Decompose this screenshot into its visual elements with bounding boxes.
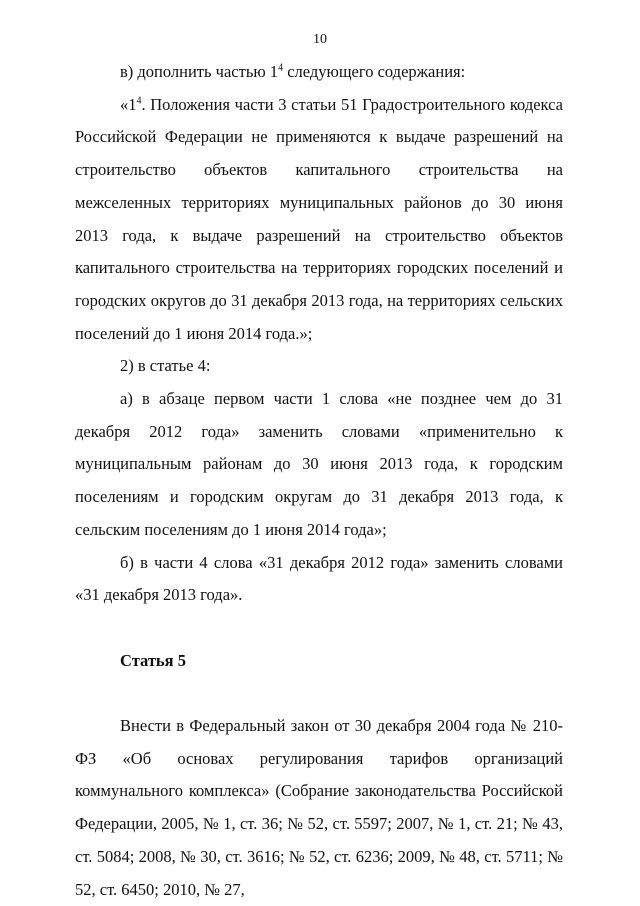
paragraph-article-5-text: Внести в Федеральный закон от 30 декабря 2004 года № 210-ФЗ «Об основах регулирования тарифов организаций коммунального комплекса» (Собрание законодательства Российской Федерации, 2005, № 1, ст. 36; № 52, ст. 5597; 2007, № 1, ст. 21; № 43, ст. 5084; 2008, № 30, ст. 3616; № 52, ст. 6236; 2009, № 48, ст. 5711; № 52, ст. 6450; 2010, № 27, [75, 716, 563, 899]
article-heading: Статья 5 [120, 650, 186, 670]
paragraph-item-a: а) в абзаце первом части 1 слова «не позднее чем до 31 декабря 2012 года» заменить словами «применительно к муниципальным районам до 30 июня 2013 года, к городским поселениям и городским округам до 31 декабря 2013 года, к сельским поселениям до 1 июня 2014 года»; [75, 389, 563, 539]
page-number: 10 [313, 32, 327, 47]
paragraph-text: следующего содержания: [283, 62, 466, 81]
paragraph-text: . Положения части 3 статьи 51 Градостроительного кодекса Российской Федерации не применяются к выдаче разрешений на строительство объектов капитального строительства на межселенных территориях муниципальных районов до 30 июня 2013 года, к выдаче разрешений на строительство объектов капитального строительства на территориях городских поселений и городских округов до 31 декабря 2013 года, на территориях сельских поселений до 1 июня 2014 года.»; [75, 94, 563, 343]
superscript: 4 [136, 95, 142, 107]
paragraph-text: в) дополнить частью 1 [120, 62, 279, 81]
paragraph-amendment-intro [75, 56, 563, 89]
document-body [75, 56, 563, 906]
paragraph-article-4: 2) в статье 4: [120, 356, 211, 376]
paragraph-text: «1 [120, 94, 137, 114]
paragraph-amendment-text [75, 89, 563, 351]
superscript: 4 [278, 62, 284, 74]
paragraph-item-b: б) в части 4 слова «31 декабря 2012 года» заменить словами «31 декабря 2013 года». [75, 552, 563, 605]
spacer [75, 612, 563, 645]
spacer [75, 677, 563, 710]
